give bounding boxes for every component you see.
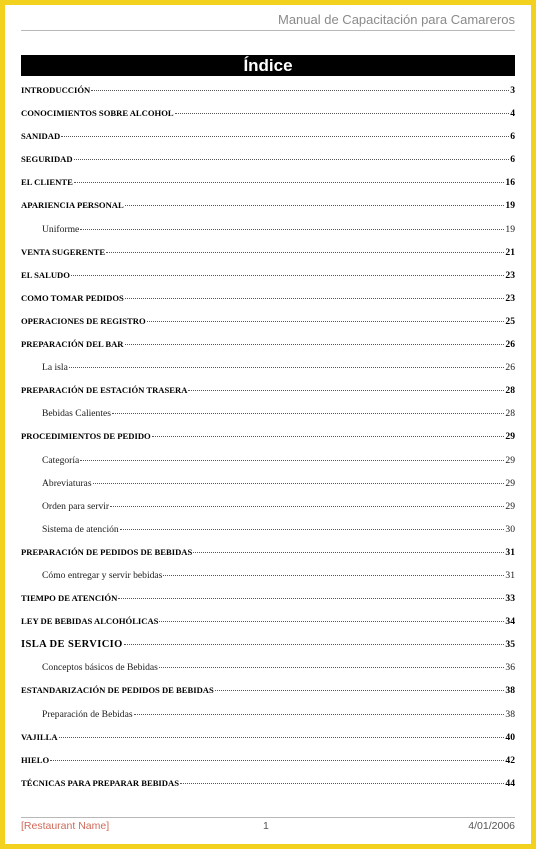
toc-subentry[interactable]: [21, 449, 515, 472]
toc-entry-label: Orden para servir: [42, 500, 110, 512]
toc-entry[interactable]: [21, 379, 515, 402]
dot-leader: [125, 344, 505, 345]
footer-restaurant-name: [Restaurant Name]: [21, 820, 110, 832]
toc-entry-page: 23: [505, 269, 515, 281]
toc-entry-label: EL CLIENTE: [21, 177, 73, 188]
toc-entry-label: LEY DE BEBIDAS ALCOHÓLICAS: [21, 616, 159, 627]
toc-entry-label: Abreviaturas: [42, 477, 92, 489]
dot-leader: [74, 182, 505, 183]
toc-entry-page: 36: [505, 662, 515, 674]
toc-entry[interactable]: [21, 264, 515, 287]
toc-entry-page: 34: [505, 616, 515, 628]
toc-entry-label: COMO TOMAR PEDIDOS: [21, 292, 124, 303]
toc-title: Índice: [21, 55, 515, 76]
dot-leader: [163, 575, 504, 576]
toc-entry[interactable]: [21, 125, 515, 148]
toc-entry-page: 4: [510, 108, 515, 120]
dot-leader: [175, 113, 510, 114]
dot-leader: [61, 136, 509, 137]
toc-entry[interactable]: [21, 633, 515, 656]
toc-entry-label: TIEMPO DE ATENCIÓN: [21, 593, 118, 604]
toc-subentry[interactable]: [21, 656, 515, 679]
toc-entry-label: OPERACIONES DE REGISTRO: [21, 315, 146, 326]
toc-entry-label: Categoría: [42, 454, 80, 466]
dot-leader: [118, 598, 504, 599]
toc-entry[interactable]: [21, 587, 515, 610]
toc-entry-page: 35: [505, 639, 515, 651]
toc-entry-page: 16: [505, 177, 515, 189]
toc-entry-label: VENTA SUGERENTE: [21, 246, 106, 257]
dot-leader: [110, 506, 504, 507]
dot-leader: [159, 621, 504, 622]
dot-leader: [71, 275, 504, 276]
toc-entry-label: APARIENCIA PERSONAL: [21, 200, 124, 211]
toc-entry-page: 19: [505, 223, 515, 235]
toc-entry-label: Sistema de atención: [42, 523, 119, 535]
toc-entry-label: PROCEDIMIENTOS DE PEDIDO: [21, 431, 151, 442]
toc-entry-page: 31: [505, 569, 515, 581]
toc-entry-page: 29: [505, 500, 515, 512]
toc-entry[interactable]: [21, 194, 515, 217]
toc-entry-label: La isla: [42, 362, 68, 374]
toc-entry-label: TÉCNICAS PARA PREPARAR BEBIDAS: [21, 777, 179, 788]
toc-entry-page: 6: [510, 131, 515, 143]
toc-entry[interactable]: [21, 425, 515, 448]
toc-subentry[interactable]: [21, 703, 515, 726]
toc-entry-label: PREPARACIÓN DE ESTACIÓN TRASERA: [21, 385, 188, 396]
toc-entry-page: 26: [505, 339, 515, 351]
toc-entry-page: 3: [510, 85, 515, 96]
document-page: [5, 5, 531, 844]
toc-entry[interactable]: [21, 749, 515, 772]
toc-entry-page: 31: [505, 546, 515, 558]
toc-entry-page: 33: [505, 593, 515, 605]
toc-subentry[interactable]: [21, 472, 515, 495]
toc-entry[interactable]: [21, 102, 515, 125]
toc-entry-label: Uniforme: [42, 223, 80, 235]
toc-entry-page: 23: [505, 292, 515, 304]
toc-entry-page: 38: [505, 708, 515, 720]
toc-entry-page: 28: [505, 385, 515, 397]
toc-entry-page: 44: [505, 777, 515, 789]
toc-entry-page: 42: [505, 754, 515, 766]
dot-leader: [80, 460, 504, 461]
toc-entry-page: 6: [510, 154, 515, 166]
dot-leader: [180, 783, 504, 784]
toc-entry-label: INTRODUCCIÓN: [21, 85, 91, 95]
toc-subentry[interactable]: [21, 356, 515, 379]
toc-subentry[interactable]: [21, 402, 515, 425]
dot-leader: [91, 90, 509, 91]
dot-leader: [80, 229, 504, 230]
toc-entry-label: EL SALUDO: [21, 269, 70, 280]
toc-entry-label: HIELO: [21, 754, 50, 765]
toc-entry-page: 25: [505, 315, 515, 327]
dot-leader: [74, 159, 510, 160]
toc-entry[interactable]: [21, 333, 515, 356]
toc-entry[interactable]: [21, 79, 515, 102]
dot-leader: [120, 529, 505, 530]
dot-leader: [147, 321, 505, 322]
toc-entry-label: SANIDAD: [21, 131, 61, 142]
toc-entry[interactable]: [21, 772, 515, 795]
dot-leader: [69, 367, 505, 368]
toc-entry-page: 40: [505, 731, 515, 743]
toc-subentry[interactable]: [21, 564, 515, 587]
toc-entry-label: SEGURIDAD: [21, 154, 73, 165]
dot-leader: [125, 298, 505, 299]
running-header: Manual de Capacitación para Camareros: [277, 12, 515, 27]
footer-rule: [21, 817, 515, 818]
toc-entry-label: ISLA DE SERVICIO: [21, 639, 123, 651]
dot-leader: [152, 436, 505, 437]
toc-entry-label: PREPARACIÓN DEL BAR: [21, 339, 124, 350]
table-of-contents: [21, 79, 515, 795]
toc-entry-label: PREPARACIÓN DE PEDIDOS DE BEBIDAS: [21, 546, 193, 557]
toc-entry-label: Bebidas Calientes: [42, 408, 112, 420]
toc-entry-page: 28: [505, 408, 515, 420]
dot-leader: [112, 413, 504, 414]
toc-entry-page: 29: [505, 454, 515, 466]
toc-entry-label: Cómo entregar y servir bebidas: [42, 569, 163, 581]
dot-leader: [93, 483, 505, 484]
toc-entry[interactable]: [21, 679, 515, 702]
toc-entry[interactable]: [21, 541, 515, 564]
dot-leader: [134, 714, 505, 715]
toc-entry-page: 38: [505, 685, 515, 697]
toc-entry-page: 21: [505, 246, 515, 258]
toc-entry[interactable]: [21, 726, 515, 749]
toc-entry[interactable]: [21, 310, 515, 333]
dot-leader: [193, 552, 504, 553]
toc-entry-page: 26: [505, 362, 515, 374]
toc-entry-label: Conceptos básicos de Bebidas: [42, 662, 158, 674]
toc-entry-label: VAJILLA: [21, 731, 58, 742]
header-rule: [21, 30, 515, 31]
dot-leader: [59, 737, 505, 738]
dot-leader: [188, 390, 504, 391]
toc-entry-page: 29: [505, 431, 515, 443]
toc-subentry[interactable]: [21, 218, 515, 241]
toc-entry-label: Preparación de Bebidas: [42, 708, 133, 720]
toc-entry-page: 30: [505, 523, 515, 535]
dot-leader: [125, 205, 505, 206]
toc-entry[interactable]: [21, 171, 515, 194]
toc-subentry[interactable]: [21, 495, 515, 518]
dot-leader: [50, 760, 504, 761]
toc-entry-label: ESTANDARIZACIÓN DE PEDIDOS DE BEBIDAS: [21, 685, 214, 696]
toc-entry-label: CONOCIMIENTOS SOBRE ALCOHOL: [21, 108, 174, 119]
dot-leader: [106, 252, 504, 253]
footer-date: 4/01/2006: [468, 820, 515, 832]
dot-leader: [124, 644, 505, 645]
toc-entry[interactable]: [21, 610, 515, 633]
toc-entry[interactable]: [21, 287, 515, 310]
toc-entry[interactable]: [21, 148, 515, 171]
footer-page-number: 1: [263, 820, 269, 832]
toc-entry[interactable]: [21, 241, 515, 264]
toc-subentry[interactable]: [21, 518, 515, 541]
dot-leader: [159, 667, 505, 668]
dot-leader: [215, 690, 505, 691]
toc-entry-page: 19: [505, 200, 515, 212]
toc-entry-page: 29: [505, 477, 515, 489]
